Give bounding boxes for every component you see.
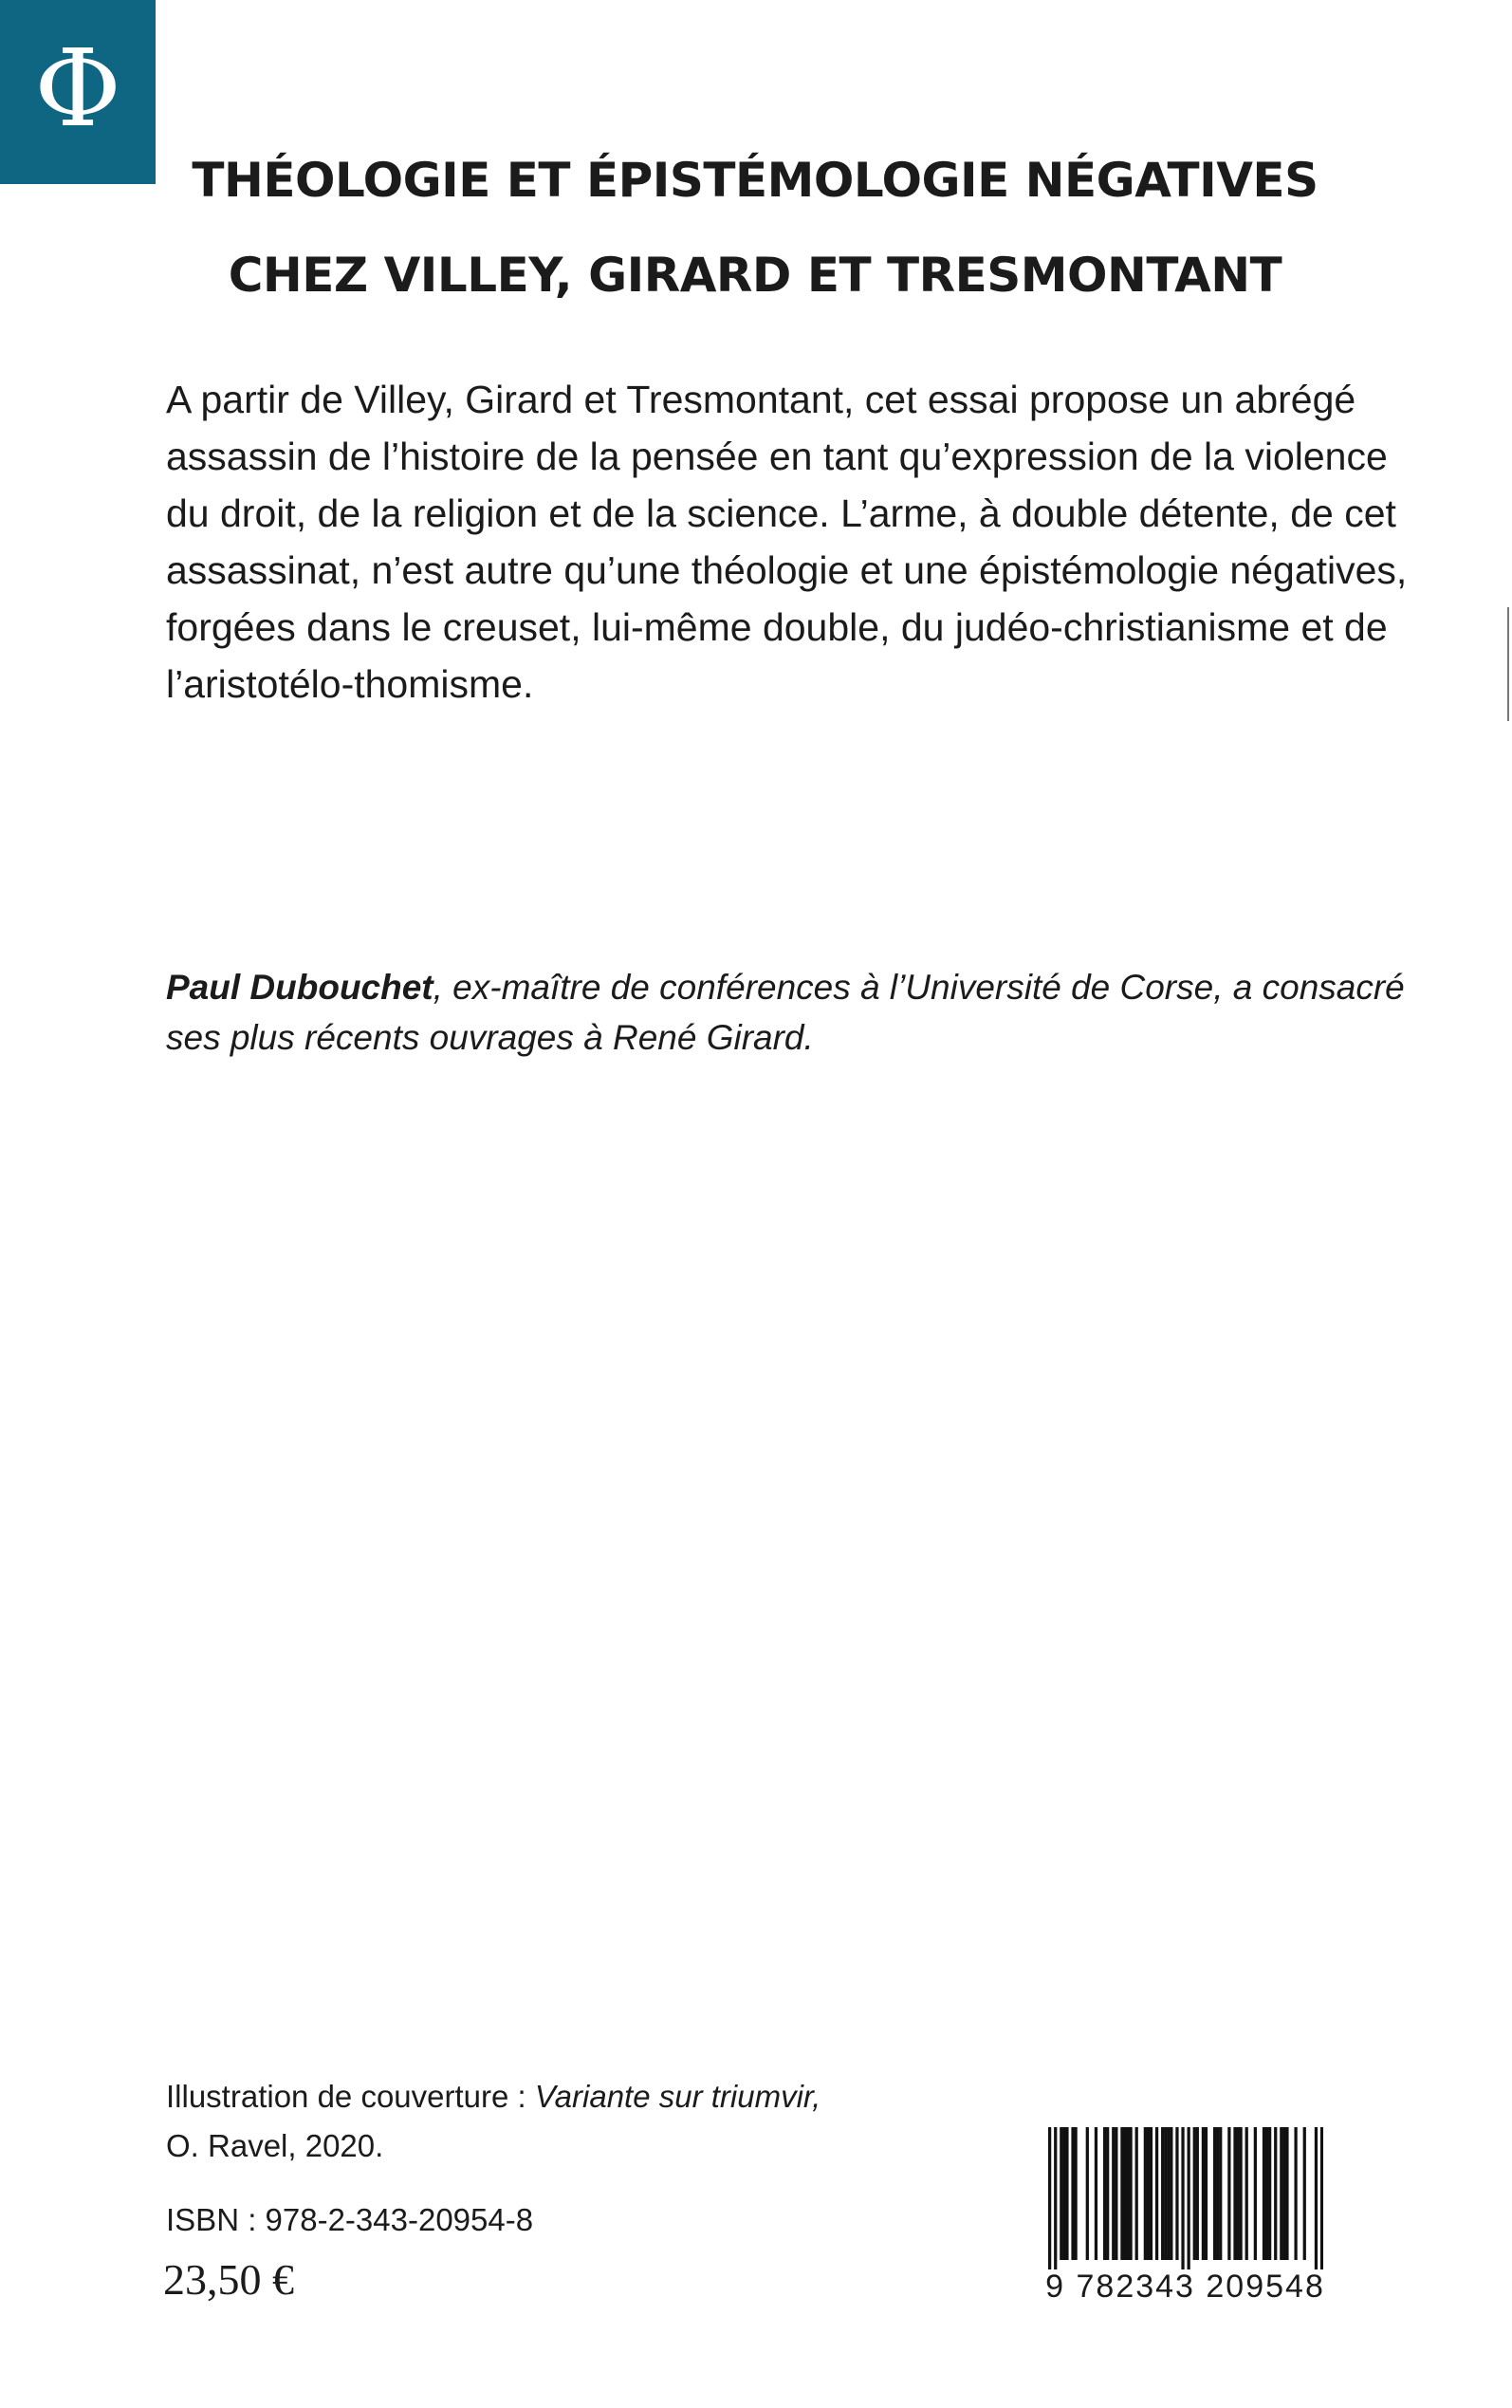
author-bio-line-1 bbox=[166, 962, 1405, 1012]
cover-credit-prefix: Illustration de couverture : bbox=[166, 2079, 535, 2114]
barcode-bar bbox=[1245, 2127, 1248, 2260]
summary-paragraph bbox=[166, 371, 1408, 713]
barcode-bar bbox=[1196, 2127, 1199, 2260]
book-title bbox=[171, 133, 1339, 323]
barcode-bar bbox=[1193, 2127, 1196, 2260]
barcode-bar bbox=[1167, 2127, 1170, 2260]
barcode-bar bbox=[1115, 2127, 1117, 2260]
barcode-bar bbox=[1071, 2127, 1074, 2260]
barcode-bar bbox=[1106, 2127, 1109, 2260]
barcode-bar bbox=[1161, 2127, 1164, 2260]
barcode-bar bbox=[1103, 2127, 1106, 2260]
barcode-bar bbox=[1188, 2127, 1190, 2269]
author-bio-text: , ex-maître de conférences à l’Université de Corse, a consacré bbox=[433, 968, 1405, 1007]
title-line-1: THÉOLOGIE ET ÉPISTÉMOLOGIE NÉGATIVES bbox=[192, 153, 1318, 208]
barcode-bar bbox=[1294, 2127, 1297, 2260]
cover-credit-work: Variante sur triumvir, bbox=[534, 2079, 821, 2114]
barcode-bar bbox=[1095, 2127, 1097, 2260]
barcode-bar bbox=[1086, 2127, 1089, 2260]
barcode-bar bbox=[1062, 2127, 1065, 2260]
summary-line: assassinat, n’est autre qu’une théologie et une épistémologie négatives, bbox=[166, 548, 1408, 592]
barcode-bar bbox=[1254, 2127, 1257, 2260]
barcode-bar bbox=[1227, 2127, 1230, 2260]
summary-line: A partir de Villey, Girard et Tresmontant, cet essai propose un abrégé bbox=[166, 378, 1356, 421]
phi-logo-icon: Φ bbox=[34, 28, 121, 151]
barcode-bar bbox=[1285, 2127, 1288, 2260]
barcode-bar bbox=[1265, 2127, 1268, 2260]
barcode-bar bbox=[1123, 2127, 1126, 2260]
barcode-bar bbox=[1150, 2127, 1152, 2260]
barcode-bar bbox=[1280, 2127, 1282, 2260]
barcode-bar bbox=[1282, 2127, 1285, 2260]
barcode-bar bbox=[1216, 2127, 1219, 2260]
summary-line: forgées dans le creuset, lui-même double, du judéo-christianisme et de bbox=[166, 605, 1388, 649]
barcode-bar bbox=[1213, 2127, 1216, 2260]
publisher-logo bbox=[0, 0, 156, 184]
isbn-number: ISBN : 978-2-343-20954-8 bbox=[166, 2202, 534, 2237]
barcode-bar bbox=[1205, 2127, 1208, 2260]
barcode-bar bbox=[1074, 2127, 1077, 2260]
barcode-bar bbox=[1120, 2127, 1123, 2260]
barcode-bar bbox=[1054, 2127, 1057, 2269]
barcode-bar bbox=[1303, 2127, 1306, 2260]
title-line-2: CHEZ VILLEY, GIRARD ET TRESMONTANT bbox=[228, 248, 1282, 303]
barcode-bar bbox=[1164, 2127, 1167, 2260]
summary-line: assassin de l’histoire de la pensée en tant qu’expression de la violence bbox=[166, 435, 1388, 478]
barcode-bar bbox=[1126, 2127, 1129, 2260]
summary-line: l’aristotélo-thomisme. bbox=[166, 662, 534, 706]
barcode-bar bbox=[1155, 2127, 1158, 2260]
barcode-bar bbox=[1170, 2127, 1172, 2260]
barcode-bar bbox=[1239, 2127, 1242, 2260]
barcode-bar bbox=[1233, 2127, 1236, 2260]
barcode-bar bbox=[1202, 2127, 1205, 2260]
spine-edge-mark bbox=[1507, 607, 1509, 721]
barcode-digits: 9 782343 209548 bbox=[1045, 2269, 1325, 2305]
barcode-bar bbox=[1147, 2127, 1150, 2260]
barcode-bar bbox=[1129, 2127, 1132, 2260]
barcode-bar bbox=[1144, 2127, 1147, 2260]
author-bio-line-2: ses plus récents ouvrages à René Girard. bbox=[166, 1018, 814, 1057]
barcode-bar bbox=[1268, 2127, 1271, 2260]
barcode-bar bbox=[1219, 2127, 1222, 2260]
summary-line: du droit, de la religion et de la science. L’arme, à double détente, de cet bbox=[166, 491, 1396, 535]
barcode-bar bbox=[1060, 2127, 1062, 2260]
barcode-bar bbox=[1065, 2127, 1068, 2260]
price: 23,50 € bbox=[163, 2255, 294, 2304]
barcode-bar bbox=[1320, 2127, 1323, 2269]
barcode-bar bbox=[1135, 2127, 1138, 2260]
barcode-bars bbox=[1048, 2127, 1323, 2269]
cover-credit bbox=[166, 2072, 821, 2171]
author-bio bbox=[166, 962, 1405, 1063]
barcode-bar bbox=[1112, 2127, 1115, 2260]
barcode-bar bbox=[1263, 2127, 1265, 2260]
barcode-bar bbox=[1181, 2127, 1184, 2269]
barcode-bar bbox=[1315, 2127, 1318, 2269]
barcode-bar bbox=[1048, 2127, 1051, 2269]
cover-credit-line-1 bbox=[166, 2072, 821, 2121]
barcode-bar bbox=[1236, 2127, 1239, 2260]
barcode-bar bbox=[1175, 2127, 1178, 2260]
barcode-bar bbox=[1274, 2127, 1277, 2260]
barcode bbox=[1036, 2123, 1335, 2323]
author-name: Paul Dubouchet bbox=[166, 968, 433, 1007]
cover-credit-line-2: O. Ravel, 2020. bbox=[166, 2128, 384, 2163]
